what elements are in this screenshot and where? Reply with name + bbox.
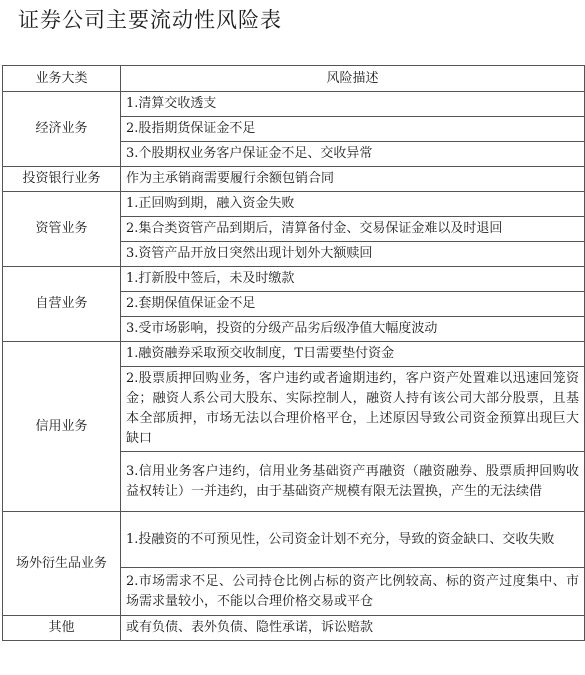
category-cell: 投资银行业务 xyxy=(3,167,121,192)
table-header-row xyxy=(3,66,585,92)
table-row xyxy=(3,267,585,292)
risk-item: 2.套期保值保证金不足 xyxy=(121,292,585,317)
table-row xyxy=(3,192,585,217)
risk-item: 作为主承销商需要履行余额包销合同 xyxy=(121,167,585,192)
risk-item: 3.信用业务客户违约，信用业务基础资产再融资（融资融券、股票质押回购收益权转让）一并违约，由于基础资产规模有限无法置换，产生的无法续借 xyxy=(121,452,585,512)
risk-item: 2.股票质押回购业务，客户违约或者逾期违约，客户资产处置难以迅速回笼资金；融资人系公司大股东、实际控制人，融资人持有该公司大部分股票，且基本全部质押，市场无法以合理价格平仓，上述原因导致公司资金预算出现巨大缺口 xyxy=(121,367,585,452)
category-cell: 经济业务 xyxy=(3,92,121,167)
risk-item: 1.打新股中签后，未及时缴款 xyxy=(121,267,585,292)
table-row xyxy=(3,92,585,117)
category-cell: 资管业务 xyxy=(3,192,121,267)
risk-item: 2.市场需求不足、公司持仓比例占标的资产比例较高、标的资产过度集中、市场需求量较小，不能以合理价格交易或平仓 xyxy=(121,568,585,616)
risk-item: 3.资管产品开放日突然出现计划外大额赎回 xyxy=(121,242,585,267)
table-row xyxy=(3,616,585,641)
risk-item: 1.清算交收透支 xyxy=(121,92,585,117)
category-cell: 其他 xyxy=(3,616,121,641)
page-title: 证券公司主要流动性风险表 xyxy=(18,8,282,32)
liquidity-risk-table xyxy=(2,65,585,641)
risk-item: 3.个股期权业务客户保证金不足、交收异常 xyxy=(121,142,585,167)
risk-item: 3.受市场影响，投资的分级产品劣后级净值大幅度波动 xyxy=(121,317,585,342)
header-business-category: 业务大类 xyxy=(3,66,121,92)
category-cell: 自营业务 xyxy=(3,267,121,342)
table-row xyxy=(3,342,585,367)
category-cell: 场外衍生品业务 xyxy=(3,512,121,616)
risk-item: 1.融资融券采取预交收制度，T日需要垫付资金 xyxy=(121,342,585,367)
header-risk-description: 风险描述 xyxy=(121,66,585,92)
risk-item: 或有负债、表外负债、隐性承诺，诉讼赔款 xyxy=(121,616,585,641)
risk-item: 1.正回购到期，融入资金失败 xyxy=(121,192,585,217)
risk-item: 1.投融资的不可预见性，公司资金计划不充分，导致的资金缺口、交收失败 xyxy=(121,512,585,568)
risk-item: 2.集合类资管产品到期后，清算备付金、交易保证金难以及时退回 xyxy=(121,217,585,242)
risk-item: 2.股指期货保证金不足 xyxy=(121,117,585,142)
table-row xyxy=(3,167,585,192)
table-row xyxy=(3,512,585,568)
category-cell: 信用业务 xyxy=(3,342,121,512)
